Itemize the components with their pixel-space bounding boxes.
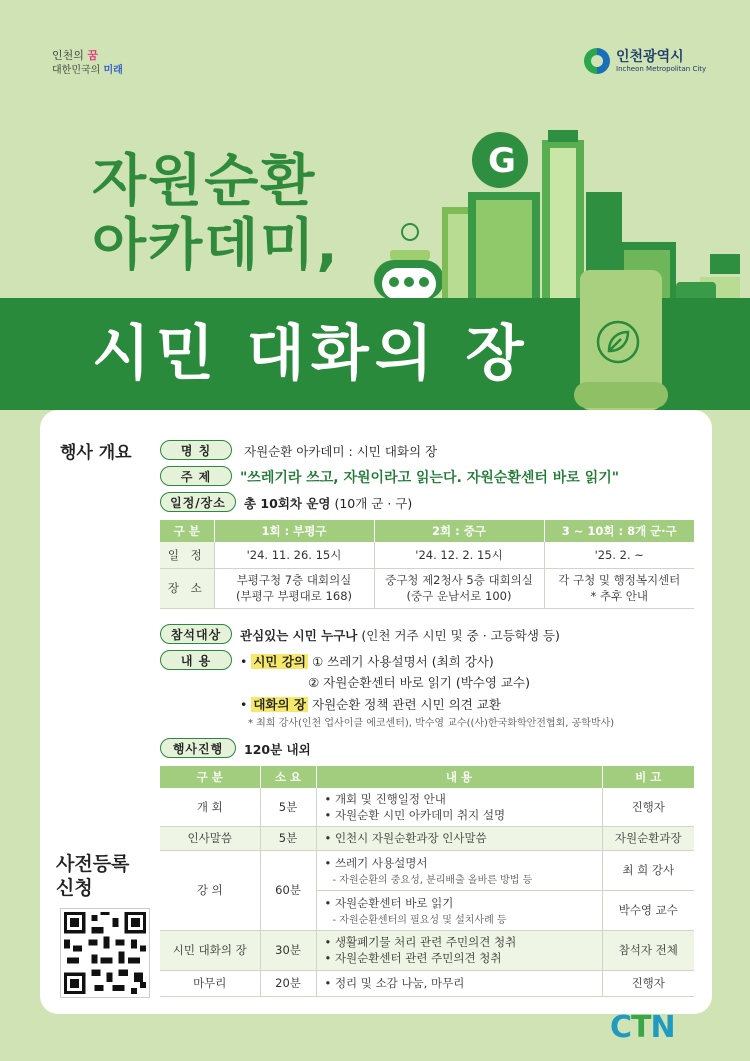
- city-name-kr: 인천광역시: [616, 48, 684, 65]
- program-row: [160, 850, 694, 890]
- program-row: [160, 970, 694, 996]
- program-item: • 개회 및 진행일정 안내: [324, 791, 446, 806]
- schedule-label-pill: 일정/장소: [160, 492, 236, 512]
- program-content-cell: • 정리 및 소감 나눔, 마무리: [316, 970, 602, 996]
- program-row: [160, 930, 694, 970]
- program-section-cell: 인사말씀: [160, 826, 260, 850]
- place-line: 부평구청 7층 대회의실: [236, 573, 352, 587]
- svg-text:G: G: [488, 141, 516, 181]
- program-content-cell: [316, 890, 602, 930]
- program-content-cell: [316, 788, 602, 826]
- dialogue-text: 자원순환 정책 관련 시민 의견 교환: [312, 697, 501, 712]
- date-cell: '24. 11. 26. 15시: [214, 542, 374, 568]
- registration-qr-code[interactable]: [60, 908, 150, 998]
- program-content-cell: • 인천시 자원순환과장 인사말씀: [316, 826, 602, 850]
- theme-label-pill: 주 제: [160, 466, 232, 486]
- overview-heading: 행사 개요: [60, 443, 132, 463]
- place-line: 중구청 제2청사 5층 대회의실: [385, 573, 533, 587]
- event-theme-text: "쓰레기라 쓰고, 자원이라고 읽는다. 자원순환센터 바로 읽기": [240, 470, 620, 486]
- place-line: (중구 운남서로 100): [406, 589, 512, 603]
- title-line2: 아카데미,: [92, 213, 340, 278]
- program-time-cell: 5분: [260, 788, 316, 826]
- target-label-pill: 참석대상: [160, 624, 232, 644]
- target-main-text: 관심있는 시민 누구나: [240, 628, 358, 643]
- program-note-cell: 최 희 강사: [602, 850, 694, 890]
- place-cell: [544, 568, 694, 608]
- schedule-header-cell: 3 ~ 10회 : 8개 군·구: [544, 520, 694, 542]
- registration-heading: [56, 852, 129, 900]
- schedule-header-cell: 2회 : 중구: [374, 520, 544, 542]
- title-banner-text: 시민 대화의 장: [92, 319, 530, 389]
- lecture-tag: 시민 강의: [253, 654, 307, 669]
- program-row: [160, 788, 694, 826]
- program-header-row: [160, 766, 694, 788]
- poster: 인천의 꿈 대한민국의 미래 인천광역시 Incheon Metropolitan City G 자원순환 아카데미, 시민 대화의 장 행사 개요 명 칭 자원순환 아카데미 : 시민 대화의 장 주 제 "쓰레기라 쓰고, 자원이라고 읽는다. 자원순환센터 바로 읽기" 일정/장소 총 10회차 운영 (10개 군 · 구) 구 분 1회 : 부평구 2회 : 중구 3 ~ 10회 : 8개 군·구 일 정 '24. 11. 26. 15시 '24. 12. 2. 15시 '25. 2. ~ 장 소 부평구청 7층 대회의실 (부평구 부평대로 168) 중구청 제2청사 5층 대회의실 (중구 운남서로 100) 각 구청 및 행정복지센터 * 추후 안내 참석대상 관심있는 시민 누구나 (인천 거주 시민 및 중 · 고등학생 등) 내 용 • 시민 강의 ① 쓰레기 사용설명서 (최희 강사) ② 자원순환센터 바로 읽기 (박수영 교수) • 대화의 장 자원순환 정책 관련 시민 의견 교환 * 최희 강사(인천 업사이클 에코센터), 박수영 교수((사)한국화학안전협회, 공학박사) 행사진행 120분 내외 구 분 소 요 내 용 비 고 개 회 5분 • 개회 및 진행일정 안내 • 자원순환 시민 아카데미 취지 설명 진행자 인사말씀 5분 • 인천시 자원순환과장 인사말씀 자원순환과장 강 의 60분 • 쓰레기 사용설명서 - 자원순환의 중요성, 분리배출 올바른 방법 등 최 희 강사 • 자원순환센터 바로 읽기 - 자원순환센터의 필요성 및 설치사례 등 박수영 교수 시민 대화의 장 30분 • 생활폐기물 처리 관련 주민의견 청취 • 자원순환센터 관련 주민의견 청취 참석자 전체 마무리 20분 • 정리 및 소감 나눔, 마무리 진행자 사전등록 신청 CTN: [0, 0, 750, 1061]
- slogan-line2-text: 대한민국의: [52, 65, 104, 76]
- date-cell: '24. 12. 2. 15시: [374, 542, 544, 568]
- program-time-cell: 20분: [260, 970, 316, 996]
- program-time-cell: 5분: [260, 826, 316, 850]
- place-line: * 추후 안내: [590, 589, 648, 603]
- name-label-pill: 명 칭: [160, 440, 232, 460]
- registration-line2: 신청: [56, 877, 93, 899]
- date-label-cell: 일 정: [160, 542, 214, 568]
- incheon-city-logo: [584, 48, 706, 74]
- content-label-pill: 내 용: [160, 650, 232, 670]
- program-section-cell: 강 의: [160, 850, 260, 930]
- lecturer-note: * 최희 강사(인천 업사이클 에코센터), 박수영 교수((사)한국화학안전협회, 공학박사): [248, 718, 615, 729]
- lecture-item-1: ① 쓰레기 사용설명서 (최희 강사): [312, 654, 494, 669]
- schedule-place-row: [160, 568, 694, 608]
- place-line: 각 구청 및 행정복지센터: [558, 573, 681, 587]
- city-name-en: Incheon Metropolitan City: [616, 64, 707, 73]
- program-header-cell: 구 분: [160, 766, 260, 788]
- schedule-date-row: [160, 542, 694, 568]
- ctn-logo: [610, 1010, 675, 1045]
- program-note-cell: 진행자: [602, 788, 694, 826]
- program-label-pill: 행사진행: [160, 738, 236, 758]
- program-content-cell: [316, 930, 602, 970]
- schedule-region-text: (10개 군 · 구): [330, 496, 413, 511]
- incheon-emblem-icon: [584, 48, 610, 74]
- program-content-cell: [316, 850, 602, 890]
- program-section-cell: 마무리: [160, 970, 260, 996]
- program-header-cell: 소 요: [260, 766, 316, 788]
- schedule-count-text: 총 10회차 운영: [244, 496, 331, 511]
- program-item-detail: - 자원순환센터의 필요성 및 설치사례 등: [332, 914, 507, 926]
- program-table: [160, 766, 694, 997]
- schedule-header-row: [160, 520, 694, 542]
- program-item: • 자원순환 시민 아카데미 취지 설명: [324, 807, 506, 822]
- place-cell: [214, 568, 374, 608]
- program-note-cell: 진행자: [602, 970, 694, 996]
- date-cell: '25. 2. ~: [544, 542, 694, 568]
- target-detail-text: (인천 거주 시민 및 중 · 고등학생 등): [357, 628, 560, 643]
- leaf-icon: [596, 320, 640, 364]
- ctn-n: N: [650, 1010, 675, 1045]
- schedule-header-cell: 구 분: [160, 520, 214, 542]
- registration-line1: 사전등록: [56, 853, 130, 875]
- title-line1: 자원순환: [92, 149, 317, 214]
- program-item: • 자원순환센터 관련 주민의견 청취: [324, 951, 502, 965]
- incheon-slogan-logo: [52, 48, 123, 78]
- program-section-cell: 개 회: [160, 788, 260, 826]
- program-note-cell: 박수영 교수: [602, 890, 694, 930]
- place-cell: [374, 568, 544, 608]
- schedule-table: [160, 520, 694, 609]
- slogan-future-text: 미래: [103, 65, 123, 76]
- program-header-cell: 비 고: [602, 766, 694, 788]
- place-label-cell: 장 소: [160, 568, 214, 608]
- slogan-dream-text: 꿈: [87, 49, 99, 62]
- program-note-cell: 참석자 전체: [602, 930, 694, 970]
- program-note-cell: 자원순환과장: [602, 826, 694, 850]
- program-item: • 자원순환센터 바로 읽기: [324, 895, 454, 910]
- slogan-line1-text: 인천의: [52, 49, 88, 62]
- program-row: [160, 826, 694, 850]
- green-city-illustration: [360, 92, 750, 307]
- event-name-text: 자원순환 아카데미 : 시민 대화의 장: [244, 444, 438, 459]
- program-time-cell: 60분: [260, 850, 316, 930]
- ctn-c: C: [610, 1010, 632, 1045]
- program-item-detail: - 자원순환의 중요성, 분리배출 올바른 방법 등: [332, 874, 533, 886]
- dialogue-tag: 대화의 장: [253, 697, 307, 712]
- program-duration-text: 120분 내외: [244, 742, 311, 757]
- schedule-header-cell: 1회 : 부평구: [214, 520, 374, 542]
- program-item: • 쓰레기 사용설명서: [324, 855, 428, 870]
- ctn-t: T: [631, 1010, 651, 1045]
- lecture-item-2: ② 자원순환센터 바로 읽기 (박수영 교수): [308, 675, 530, 690]
- program-header-cell: 내 용: [316, 766, 602, 788]
- program-item: • 생활폐기물 처리 관련 주민의견 청취: [324, 935, 517, 949]
- program-time-cell: 30분: [260, 930, 316, 970]
- program-section-cell: 시민 대화의 장: [160, 930, 260, 970]
- place-line: (부평구 부평대로 168): [236, 589, 352, 603]
